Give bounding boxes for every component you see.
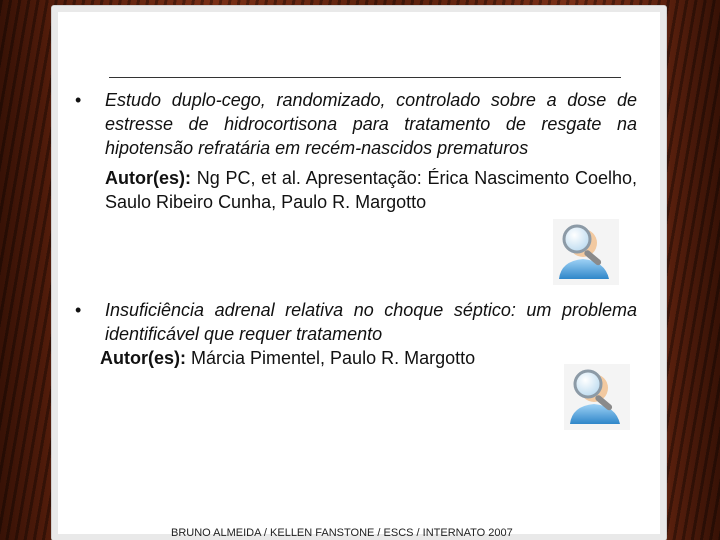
item-authors: [105, 166, 637, 214]
authors-text: Márcia Pimentel, Paulo R. Margotto: [186, 348, 476, 368]
list-item-adrenal-insufficiency: [75, 298, 637, 370]
bullet: •: [75, 90, 82, 110]
background-left-edge: [0, 0, 60, 540]
footer-credits: BRUNO ALMEIDA / KELLEN FANSTONE / ESCS / INTERNATO 2007: [171, 527, 513, 539]
authors-label: Autor(es):: [105, 168, 191, 188]
magnifier-user-icon[interactable]: [564, 364, 630, 430]
item-title: Estudo duplo-cego, randomizado, controlado sobre a dose de estresse de hidrocortisona para tratamento de resgate na hipotensão refratária em recém-nascidos prematuros: [105, 90, 637, 158]
list-item-hydrocortisone-study: [75, 88, 637, 214]
bullet: •: [75, 300, 82, 320]
authors-text: Ng PC, et al. Apresentação: Érica Nascimento Coelho, Saulo Ribeiro Cunha, Paulo R. Margotto: [105, 168, 637, 212]
magnifier-user-icon[interactable]: [553, 219, 619, 285]
background-right-edge: [660, 0, 720, 540]
authors-label: Autor(es):: [100, 348, 186, 368]
item-title: Insuficiência adrenal relativa no choque séptico: um problema identificável que requer tratamento: [105, 300, 637, 344]
item-authors: [100, 346, 637, 370]
header-divider: [109, 77, 621, 78]
